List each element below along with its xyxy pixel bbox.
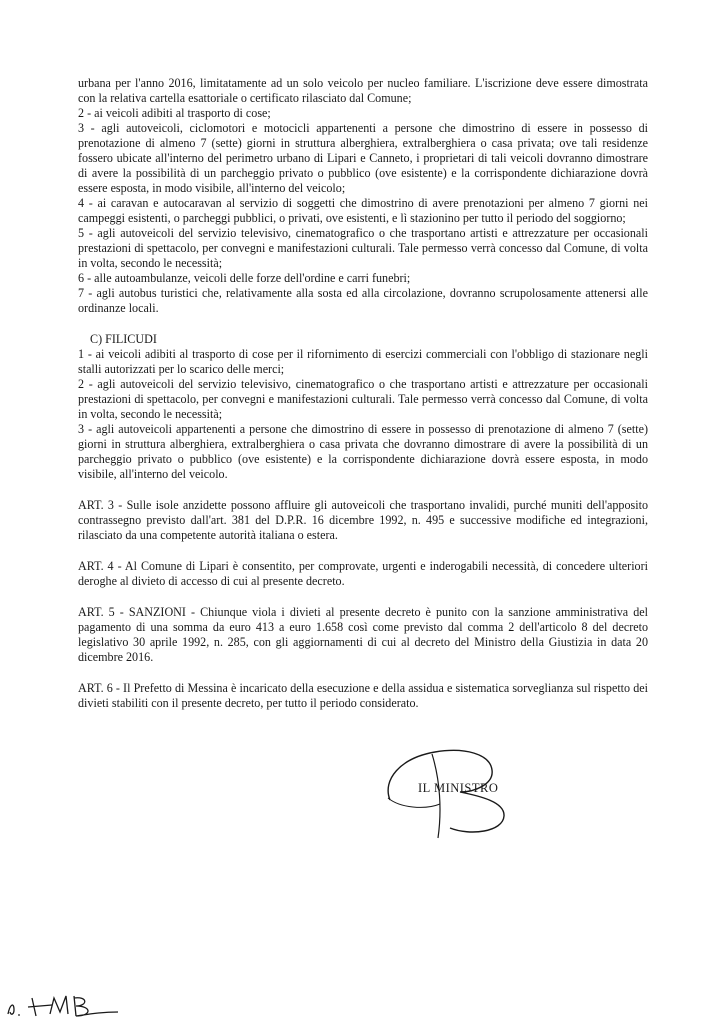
paragraph: 4 - ai caravan e autocaravan al servizio di soggetti che dimostrino di avere prenotazioni per almeno 7 giorni nei campeggi esistenti, o parcheggi pubblici, o privati, ove esistenti, e lì stazionino per tutto il periodo del soggiorno; (78, 196, 648, 225)
paragraph: urbana per l'anno 2016, limitatamente ad un solo veicolo per nucleo familiare. L'iscrizione deve essere dimostrata con la relativa cartella esattoriale o certificato rilasciato dal Comune; (78, 76, 648, 105)
article-5: ART. 5 - SANZIONI - Chiunque viola i divieti al presente decreto è punito con la sanzione amministrativa del pagamento di una somma da euro 413 a euro 1.658 così come previsto dal comma 2 dell'articolo 8 del decreto legislativo 30 aprile 1992, n. 285, con gli aggiornamenti di cui al decreto del Ministro della Giustizia in data 20 dicembre 2016. (78, 605, 648, 664)
initials-scribble-icon (2, 990, 122, 1020)
document-body (78, 76, 648, 711)
minister-signature (380, 740, 520, 840)
paragraph: 3 - agli autoveicoli appartenenti a persone che dimostrino di essere in possesso di prenotazione di almeno 7 (sette) giorni in struttura alberghiera, extralberghiera o casa privata che dovranno dimostrare di avere la possibilità di un parcheggio privato o pubblico (ove esistente) e la corrispondente dichiarazione dovrà essere esposta, in modo visibile, all'interno del veicolo. (78, 422, 648, 481)
paragraph: 1 - ai veicoli adibiti al trasporto di cose per il rifornimento di esercizi commerciali con l'obbligo di stazionare negli stalli autorizzati per lo scarico delle merci; (78, 347, 648, 376)
paragraph: 6 - alle autoambulanze, veicoli delle forze dell'ordine e carri funebri; (78, 271, 411, 285)
article-6: ART. 6 - Il Prefetto di Messina è incaricato della esecuzione e della assidua e sistematica sorveglianza sul rispetto dei divieti stabiliti con il presente decreto, per tutto il periodo considerato. (78, 681, 648, 710)
article-3: ART. 3 - Sulle isole anzidette possono affluire gli autoveicoli che trasportano invalidi, purché muniti dell'apposito contrassegno previsto dall'art. 381 del D.P.R. 16 dicembre 1992, n. 495 e successive modifiche ed integrazioni, rilasciato da una competente autorità italiana o estera. (78, 498, 648, 542)
article-4: ART. 4 - Al Comune di Lipari è consentito, per comprovate, urgenti e inderogabili necessità, di concedere ulteriori deroghe al divieto di accesso di cui al presente decreto. (78, 559, 648, 588)
paragraph: 5 - agli autoveicoli del servizio televisivo, cinematografico o che trasportano artisti e attrezzature per occasionali prestazioni di spettacolo, per convegni e manifestazioni culturali. Tale permesso verrà concesso dal Comune, di volta in volta, secondo le necessità; (78, 226, 648, 270)
handwritten-initials (2, 990, 122, 1020)
section-heading-filicudi: C) FILICUDI (90, 332, 157, 346)
paragraph: 2 - ai veicoli adibiti al trasporto di cose; (78, 106, 271, 120)
paragraph: 2 - agli autoveicoli del servizio televisivo, cinematografico o che trasportano artisti e attrezzature per occasionali prestazioni di spettacolo, per convegni e manifestazioni culturali. Tale permesso verrà concesso dal Comune, di volta in volta, secondo le necessità; (78, 377, 648, 421)
paragraph: 7 - agli autobus turistici che, relativamente alla sosta ed alla circolazione, dovranno scrupolosamente attenersi alle ordinanze locali. (78, 286, 648, 315)
paragraph: 3 - agli autoveicoli, ciclomotori e motocicli appartenenti a persone che dimostrino di essere in possesso di prenotazione di almeno 7 (sette) giorni in struttura alberghiera, extralberghiera o casa privata; ove tali residenze fossero ubicate all'interno del perimetro urbano di Lipari e Canneto, i proprietari di tali veicoli dovranno dimostrare di avere la possibilità di un parcheggio privato o pubblico (ove esistente) e la corrispondente dichiarazione dovrà essere esposta, in modo visibile, all'interno del veicolo; (78, 121, 648, 195)
signature-label: IL MINISTRO (418, 781, 499, 795)
